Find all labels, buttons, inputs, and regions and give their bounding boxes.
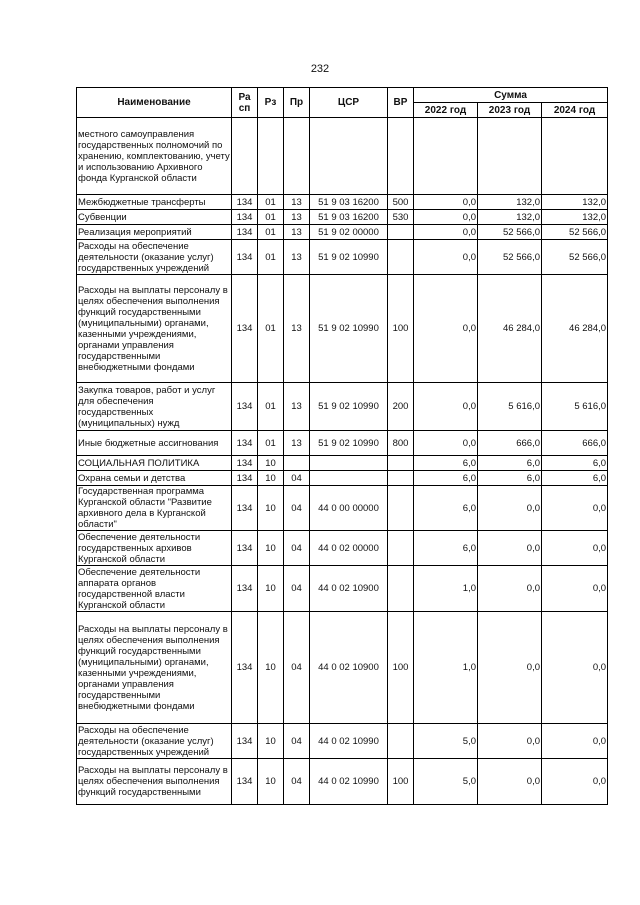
cell-y2022: 0,0	[414, 195, 478, 210]
cell-y2024: 0,0	[542, 759, 608, 805]
cell-rz: 01	[258, 383, 284, 431]
cell-vr: 100	[388, 275, 414, 383]
cell-y2024: 132,0	[542, 210, 608, 225]
cell-y2023: 52 566,0	[478, 225, 542, 240]
header-sum: Сумма	[414, 88, 608, 103]
cell-rz: 01	[258, 210, 284, 225]
cell-pr: 13	[284, 225, 310, 240]
cell-pr: 13	[284, 210, 310, 225]
budget-table	[76, 87, 608, 805]
header-2023: 2023 год	[478, 103, 542, 118]
cell-vr	[388, 225, 414, 240]
cell-name: Иные бюджетные ассигнования	[77, 431, 232, 456]
cell-y2022: 6,0	[414, 456, 478, 471]
cell-y2022: 1,0	[414, 566, 478, 612]
cell-vr	[388, 456, 414, 471]
cell-y2024: 6,0	[542, 471, 608, 486]
header-rasp-line2: сп	[238, 102, 251, 114]
header-pr: Пр	[284, 88, 310, 118]
cell-name: Расходы на выплаты персоналу в целях обеспечения выполнения функций государственными	[77, 759, 232, 805]
cell-pr: 13	[284, 383, 310, 431]
cell-rz: 10	[258, 531, 284, 566]
cell-rz	[258, 118, 284, 195]
cell-rasp: 134	[232, 612, 258, 724]
cell-rasp: 134	[232, 240, 258, 275]
cell-pr: 04	[284, 612, 310, 724]
cell-name: Охрана семьи и детства	[77, 471, 232, 486]
table-row	[77, 118, 608, 195]
header-2024: 2024 год	[542, 103, 608, 118]
table-body	[77, 118, 608, 805]
cell-csr: 44 0 02 10900	[310, 612, 388, 724]
cell-pr: 13	[284, 275, 310, 383]
table-header	[77, 88, 608, 118]
cell-name: Расходы на выплаты персоналу в целях обеспечения выполнения функций государственными (муниципальными) органами, казенными учреждениями, органами управления государственными внебюджетными фондами	[77, 275, 232, 383]
table-row	[77, 240, 608, 275]
header-name: Наименование	[77, 88, 232, 118]
cell-rz: 10	[258, 724, 284, 759]
cell-vr	[388, 118, 414, 195]
cell-y2024	[542, 118, 608, 195]
cell-rasp	[232, 118, 258, 195]
cell-y2023: 6,0	[478, 471, 542, 486]
cell-y2024: 52 566,0	[542, 225, 608, 240]
header-rasp-line1: Ра	[238, 91, 251, 103]
table-row	[77, 612, 608, 724]
cell-name: Межбюджетные трансферты	[77, 195, 232, 210]
cell-y2023: 666,0	[478, 431, 542, 456]
cell-y2022: 6,0	[414, 531, 478, 566]
cell-name: Обеспечение деятельности аппарата органов государственной власти Курганской области	[77, 566, 232, 612]
cell-y2022: 0,0	[414, 240, 478, 275]
header-rasp	[232, 88, 258, 118]
cell-rz: 10	[258, 456, 284, 471]
cell-vr: 100	[388, 612, 414, 724]
cell-y2024: 0,0	[542, 531, 608, 566]
cell-y2024: 0,0	[542, 612, 608, 724]
header-csr: ЦСР	[310, 88, 388, 118]
cell-csr	[310, 471, 388, 486]
cell-y2022: 5,0	[414, 724, 478, 759]
cell-y2023: 5 616,0	[478, 383, 542, 431]
cell-y2023: 0,0	[478, 531, 542, 566]
cell-rasp: 134	[232, 531, 258, 566]
table-row	[77, 471, 608, 486]
cell-rasp: 134	[232, 724, 258, 759]
cell-y2024: 46 284,0	[542, 275, 608, 383]
table-row	[77, 759, 608, 805]
cell-pr: 13	[284, 240, 310, 275]
cell-csr: 51 9 02 10990	[310, 240, 388, 275]
table-row	[77, 225, 608, 240]
cell-rz: 01	[258, 275, 284, 383]
cell-vr: 800	[388, 431, 414, 456]
cell-name: Обеспечение деятельности государственных архивов Курганской области	[77, 531, 232, 566]
cell-csr: 51 9 02 00000	[310, 225, 388, 240]
cell-rasp: 134	[232, 195, 258, 210]
cell-y2024: 0,0	[542, 724, 608, 759]
cell-rasp: 134	[232, 383, 258, 431]
table-row	[77, 486, 608, 531]
cell-pr: 04	[284, 566, 310, 612]
cell-csr	[310, 456, 388, 471]
cell-y2024: 0,0	[542, 566, 608, 612]
header-rz: Рз	[258, 88, 284, 118]
cell-rz: 10	[258, 471, 284, 486]
cell-rz: 01	[258, 240, 284, 275]
cell-csr: 51 9 02 10990	[310, 275, 388, 383]
cell-vr	[388, 724, 414, 759]
cell-pr: 13	[284, 195, 310, 210]
cell-csr: 44 0 00 00000	[310, 486, 388, 531]
cell-csr: 51 9 03 16200	[310, 195, 388, 210]
cell-rz: 10	[258, 612, 284, 724]
cell-rz: 01	[258, 225, 284, 240]
cell-y2024: 6,0	[542, 456, 608, 471]
cell-vr: 530	[388, 210, 414, 225]
cell-y2022: 0,0	[414, 225, 478, 240]
cell-y2023: 46 284,0	[478, 275, 542, 383]
cell-csr: 44 0 02 00000	[310, 531, 388, 566]
cell-pr: 04	[284, 471, 310, 486]
cell-name: Расходы на выплаты персоналу в целях обеспечения выполнения функций государственными (муниципальными) органами, казенными учреждениями, органами управления государственными внебюджетными фондами	[77, 612, 232, 724]
cell-rasp: 134	[232, 431, 258, 456]
header-2022: 2022 год	[414, 103, 478, 118]
cell-name: Закупка товаров, работ и услуг для обеспечения государственных (муниципальных) нужд	[77, 383, 232, 431]
cell-rz: 01	[258, 431, 284, 456]
cell-rasp: 134	[232, 471, 258, 486]
cell-rasp: 134	[232, 566, 258, 612]
cell-y2022: 5,0	[414, 759, 478, 805]
table-row	[77, 195, 608, 210]
cell-pr: 04	[284, 759, 310, 805]
cell-vr: 500	[388, 195, 414, 210]
cell-vr: 100	[388, 759, 414, 805]
cell-y2023: 0,0	[478, 566, 542, 612]
cell-y2022: 1,0	[414, 612, 478, 724]
table-row	[77, 456, 608, 471]
cell-rasp: 134	[232, 225, 258, 240]
cell-y2022: 0,0	[414, 431, 478, 456]
cell-y2023: 6,0	[478, 456, 542, 471]
page-number: 232	[310, 63, 330, 75]
cell-rasp: 134	[232, 486, 258, 531]
cell-pr: 04	[284, 486, 310, 531]
cell-y2024: 0,0	[542, 486, 608, 531]
cell-rz: 10	[258, 566, 284, 612]
cell-y2023: 132,0	[478, 210, 542, 225]
cell-name: Субвенции	[77, 210, 232, 225]
cell-csr: 51 9 02 10990	[310, 431, 388, 456]
cell-y2023: 52 566,0	[478, 240, 542, 275]
cell-pr	[284, 456, 310, 471]
cell-pr	[284, 118, 310, 195]
cell-y2023: 0,0	[478, 724, 542, 759]
cell-y2022	[414, 118, 478, 195]
cell-rasp: 134	[232, 275, 258, 383]
cell-vr	[388, 566, 414, 612]
cell-csr	[310, 118, 388, 195]
cell-name: СОЦИАЛЬНАЯ ПОЛИТИКА	[77, 456, 232, 471]
cell-rasp: 134	[232, 456, 258, 471]
cell-csr: 51 9 02 10990	[310, 383, 388, 431]
cell-y2023	[478, 118, 542, 195]
cell-y2022: 6,0	[414, 471, 478, 486]
cell-y2024: 666,0	[542, 431, 608, 456]
header-vr: ВР	[388, 88, 414, 118]
cell-y2024: 52 566,0	[542, 240, 608, 275]
cell-rz: 10	[258, 486, 284, 531]
cell-name: Государственная программа Курганской области "Развитие архивного дела в Курганской области"	[77, 486, 232, 531]
table-row	[77, 275, 608, 383]
cell-rasp: 134	[232, 759, 258, 805]
cell-vr	[388, 471, 414, 486]
cell-csr: 51 9 03 16200	[310, 210, 388, 225]
cell-y2023: 0,0	[478, 486, 542, 531]
cell-rz: 01	[258, 195, 284, 210]
cell-pr: 04	[284, 724, 310, 759]
cell-y2022: 0,0	[414, 383, 478, 431]
table-row	[77, 566, 608, 612]
table-row	[77, 210, 608, 225]
table-row	[77, 531, 608, 566]
table-row	[77, 724, 608, 759]
cell-y2022: 6,0	[414, 486, 478, 531]
cell-y2022: 0,0	[414, 210, 478, 225]
cell-name: Расходы на обеспечение деятельности (оказание услуг) государственных учреждений	[77, 240, 232, 275]
cell-name: местного самоуправления государственных полномочий по хранению, комплектованию, учету и использованию Архивного фонда Курганской области	[77, 118, 232, 195]
table-row	[77, 383, 608, 431]
cell-vr	[388, 531, 414, 566]
cell-y2023: 0,0	[478, 759, 542, 805]
cell-pr: 13	[284, 431, 310, 456]
cell-vr: 200	[388, 383, 414, 431]
cell-rasp: 134	[232, 210, 258, 225]
cell-csr: 44 0 02 10990	[310, 724, 388, 759]
cell-csr: 44 0 02 10900	[310, 566, 388, 612]
cell-name: Расходы на обеспечение деятельности (оказание услуг) государственных учреждений	[77, 724, 232, 759]
cell-csr: 44 0 02 10990	[310, 759, 388, 805]
cell-rz: 10	[258, 759, 284, 805]
table-row	[77, 431, 608, 456]
cell-y2023: 0,0	[478, 612, 542, 724]
cell-pr: 04	[284, 531, 310, 566]
cell-y2023: 132,0	[478, 195, 542, 210]
cell-vr	[388, 486, 414, 531]
cell-y2024: 132,0	[542, 195, 608, 210]
cell-y2024: 5 616,0	[542, 383, 608, 431]
cell-y2022: 0,0	[414, 275, 478, 383]
cell-vr	[388, 240, 414, 275]
cell-name: Реализация мероприятий	[77, 225, 232, 240]
